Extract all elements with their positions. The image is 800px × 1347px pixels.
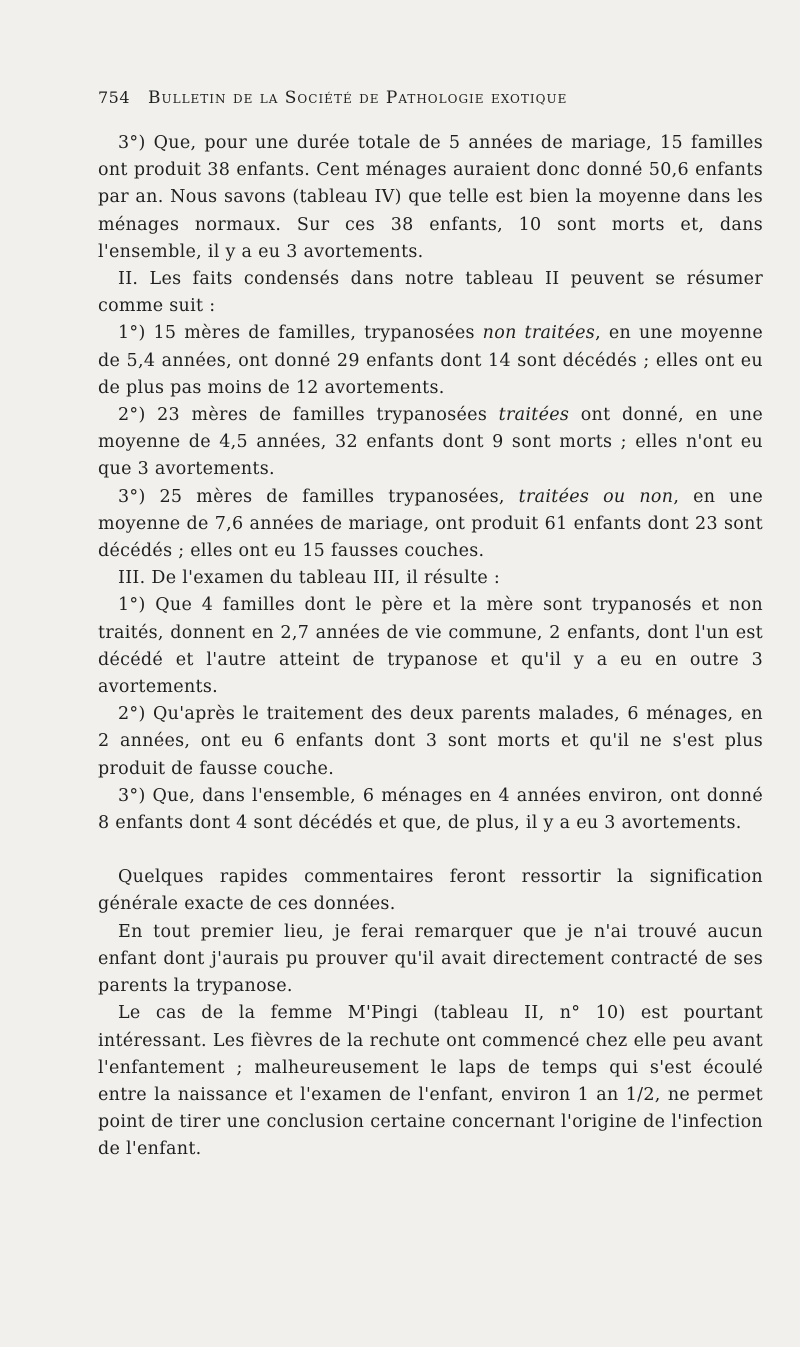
text-run: , en une moyenne de 7,6 années de mariage, ont produit 61 enfants dont 23 sont décédés ; elles ont eu 15 fausses couches. — [98, 486, 763, 562]
body-text — [98, 130, 763, 1164]
paragraph — [98, 130, 763, 266]
page-number: 754 — [98, 88, 131, 107]
text-run: En tout premier lieu, je ferai remarquer que je n'ai trouvé aucun enfant dont j'aurais pu prouver qu'il avait directement contracté de ses parents la trypanose. — [98, 921, 763, 997]
text-run: 1°) Que 4 familles dont le père et la mère sont trypanosés et non traités, donnent en 2,7 années de vie commune, 2 enfants, dont l'un est décédé et l'autre atteint de trypanose et qu'il y a eu en outre 3 avortements. — [98, 595, 763, 698]
text-run: II. Les faits condensés dans notre tableau II peuvent se résumer comme suit : — [98, 269, 763, 317]
text-run: 3°) Que, dans l'ensemble, 6 ménages en 4 années environ, ont donné 8 enfants dont 4 sont décédés et que, de plus, il y a eu 3 avortements. — [98, 785, 763, 834]
text-run: 3°) 25 mères de familles trypanosées, — [118, 486, 519, 507]
text-run: Le cas de la femme M'Pingi (tableau II, n° 10) est pourtant intéressant. Les fièvres de la rechute ont commencé chez elle peu avant l'enfantement ; malheureusement le laps de temps qui s'est écoulé entre la naissance et l'examen de l'enfant, environ 1 an 1/2, ne permet point de tirer une conclusion certaine concernant l'origine de l'infection de l'enfant. — [98, 1003, 763, 1160]
paragraph — [98, 592, 763, 701]
running-title: Bulletin de la Société de Pathologie exotique — [148, 88, 568, 108]
paragraph — [98, 701, 763, 783]
paragraph — [98, 1000, 763, 1163]
italic-text: non traitées — [482, 323, 596, 344]
paragraph — [98, 864, 763, 918]
page-header — [98, 88, 763, 118]
document-page — [98, 88, 763, 1164]
paragraph — [98, 402, 763, 484]
paragraph — [98, 266, 763, 320]
paragraph — [98, 565, 763, 592]
paragraph — [98, 783, 763, 837]
text-run: III. De l'examen du tableau III, il résulte : — [118, 568, 501, 589]
text-run: 3°) Que, pour une durée totale de 5 années de mariage, 15 familles ont produit 38 enfants. Cent ménages auraient donc donné 50,6 enfants par an. Nous savons (tableau IV) que telle est bien la moyenne dans les ménages normaux. Sur ces 38 enfants, 10 sont morts et, dans l'ensemble, il y a eu 3 avortements. — [98, 133, 763, 262]
paragraph — [98, 919, 763, 1001]
paragraph — [98, 484, 763, 566]
section-gap — [98, 837, 763, 864]
text-run: Quelques rapides commentaires feront ressortir la signification générale exacte de ces données. — [98, 867, 763, 915]
text-run: ont donné, en une moyenne de 4,5 années, 32 enfants dont 9 sont morts ; elles n'ont eu que 3 avortements. — [98, 405, 764, 480]
italic-text: traitées — [498, 405, 570, 426]
paragraph — [98, 320, 763, 402]
text-run: 2°) 23 mères de familles trypanosées — [118, 405, 499, 426]
text-run: 2°) Qu'après le traitement des deux parents malades, 6 ménages, en 2 années, ont eu 6 enfants dont 3 sont morts et qu'il ne s'est plus produit de fausse couche. — [98, 704, 763, 779]
italic-text: traitées ou non — [518, 486, 674, 507]
text-run: 1°) 15 mères de familles, trypanosées — [118, 323, 483, 344]
text-run: , en une moyenne de 5,4 années, ont donné 29 enfants dont 14 sont décédés ; elles ont eu de plus pas moins de 12 avortements. — [98, 323, 763, 398]
